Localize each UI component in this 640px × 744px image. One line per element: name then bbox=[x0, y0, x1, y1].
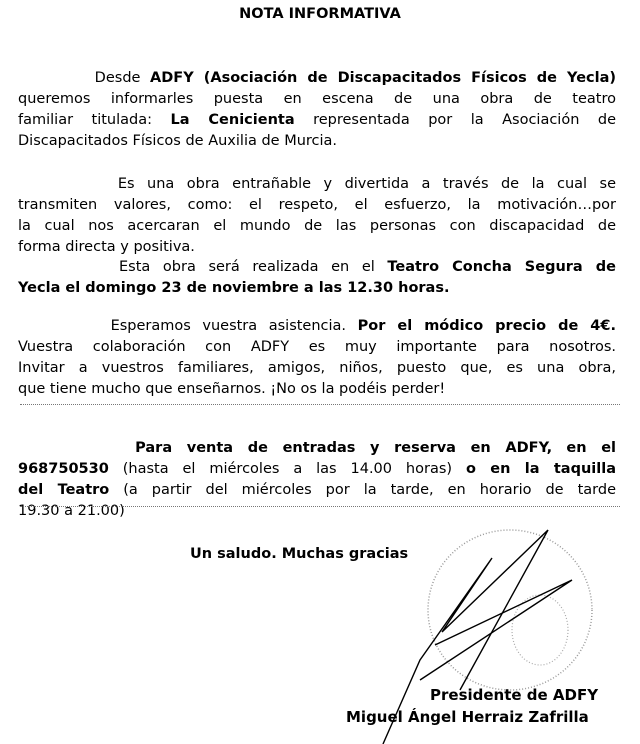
bold-text: La Cenicienta bbox=[170, 112, 295, 128]
signature-name: Miguel Ángel Herraiz Zafrilla bbox=[346, 708, 589, 726]
bold-text: Teatro Concha Segura de bbox=[387, 259, 616, 275]
text: Esperamos vuestra asistencia. bbox=[18, 318, 358, 334]
document-title: NOTA INFORMATIVA bbox=[239, 6, 401, 22]
text: (hasta el miércoles a las 14.00 horas) bbox=[108, 461, 466, 477]
text: la cual nos acercaran el mundo de las personas con discapacidad de bbox=[18, 218, 616, 234]
bold-text: ADFY (Asociación de Discapacitados Físicos de Yecla) bbox=[150, 70, 617, 86]
signature-role: Presidente de ADFY bbox=[430, 686, 599, 704]
text: 19.30 a 21.00) bbox=[18, 503, 125, 519]
text: Invitar a vuestros familiares, amigos, niños, puesto que, es una obra, bbox=[18, 360, 616, 376]
bold-text: Yecla el domingo 23 de noviembre a las 12.30 horas. bbox=[18, 280, 450, 296]
bold-text: 968750530 bbox=[18, 461, 109, 477]
text: Es una obra entrañable y divertida a través de la cual se bbox=[18, 176, 616, 192]
text: Vuestra colaboración con ADFY es muy importante para nosotros. bbox=[18, 339, 616, 355]
bold-text: del Teatro bbox=[18, 482, 110, 498]
bold-text: Para venta de entradas y reserva en ADFY, bbox=[18, 440, 553, 456]
text: Desde bbox=[18, 70, 151, 86]
text: forma directa y positiva. bbox=[18, 239, 195, 255]
salutation: Un saludo. Muchas gracias bbox=[190, 546, 409, 562]
stamp-inner bbox=[512, 595, 568, 665]
bold-text: Por el módico precio de 4€. bbox=[357, 318, 616, 334]
text: representada por la Asociación de bbox=[294, 112, 616, 128]
text: que tiene mucho que enseñarnos. ¡No os la podéis perder! bbox=[18, 381, 446, 397]
text: Esta obra será realizada en el bbox=[18, 259, 388, 275]
text: (a partir del miércoles por la tarde, en horario de tarde bbox=[109, 482, 616, 498]
text: Discapacitados Físicos de Auxilia de Murcia. bbox=[18, 133, 338, 149]
bold-text: o en la taquilla bbox=[465, 461, 616, 477]
text: transmiten valores, como: el respeto, el esfuerzo, la motivación…por bbox=[18, 197, 616, 213]
text: queremos informarles puesta en escena de una obra de teatro bbox=[18, 91, 616, 107]
bold-text: en el bbox=[566, 440, 617, 456]
text: familiar titulada: bbox=[18, 112, 171, 128]
